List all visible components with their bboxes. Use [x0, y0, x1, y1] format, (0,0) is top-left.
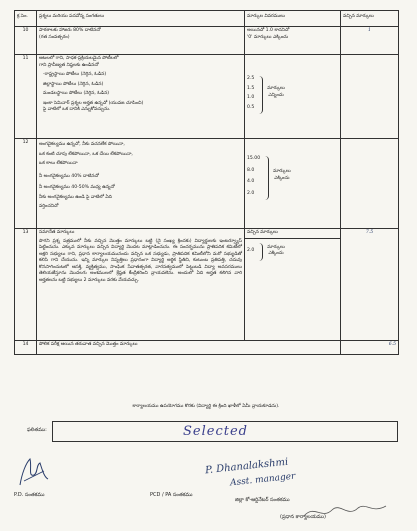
- table-header-row: [15, 11, 399, 27]
- row-number: 12: [15, 139, 37, 229]
- result-label: ఫలితము:: [27, 427, 47, 433]
- marks-group: [247, 156, 338, 200]
- row-obtained: [341, 55, 399, 139]
- marks-label-line: మార్కులు: [267, 86, 285, 91]
- table-row: [15, 341, 399, 355]
- row-line: (గత సంవత్సరం): [39, 34, 70, 40]
- office-use-note: కార్యాలయము ఉపయోగము కొరకు (విద్యార్థి ఈ క్రింది ఖాళీలో ఏమీ వ్రాయకూడదు).: [132, 404, 280, 409]
- marks-values: [247, 156, 260, 197]
- marks-line: అయినచో 1.0 కాదనిచో: [247, 28, 290, 33]
- header-marks-obtained: వచ్చిన మార్కులు: [341, 11, 399, 27]
- pcd-signature-label: PCD / PA సంతకము: [150, 492, 193, 498]
- handwritten-score: 1: [341, 27, 399, 55]
- marks-value: 4.0: [247, 179, 255, 184]
- marks-label: [267, 86, 285, 99]
- marks-value: 0.5: [247, 104, 255, 110]
- table-row: [15, 139, 399, 229]
- marks-value: 2.0: [247, 190, 255, 196]
- marks-values: [247, 248, 254, 255]
- row-heading: సమానేత మార్కులు: [39, 230, 75, 235]
- district-coordinator-label: జిల్లా కో-ఆర్డినేటర్ సంతకము: [235, 497, 290, 503]
- marks-line: '0' మార్కులు ఎక్కించు: [247, 34, 289, 40]
- row-number: 13: [15, 229, 37, 341]
- pd-signature: [14, 455, 54, 489]
- row-number: 11: [15, 55, 37, 139]
- row-description: [37, 229, 245, 341]
- row-line: నీ అంగవైకల్యము 40% దాటినచో: [39, 173, 99, 179]
- row-line: గాని ప్రావీణ్యత నిష్ఠలకు ఉండినచో: [39, 62, 99, 68]
- row-line: ఒక కంటి చూపు లేకపోయినా, ఒక చేయి లేకపోయినా,: [39, 151, 133, 157]
- row-line: జిల్లాస్థాయి పోటీలు (నెగ్గిన, ఓడిన): [43, 81, 104, 87]
- marks-group: [245, 243, 340, 261]
- marks-value: 8.0: [247, 167, 255, 173]
- marks-label: [273, 169, 291, 182]
- row-description: [37, 55, 245, 139]
- pd-signature-label: P.D. సంతకము: [14, 492, 45, 498]
- row-line: నీకు అంగవైకల్యము ఉండి పై వాటిలో ఏది: [39, 194, 112, 200]
- marks-label-line: మార్కులు: [267, 244, 285, 250]
- marks-subheader: వచ్చిన మార్కులు: [245, 229, 340, 239]
- table-row: [15, 229, 399, 341]
- brace: [259, 76, 263, 114]
- row-paragraph: పొగని ప్రశ్న పత్రములో నీకు వచ్చిన మొత్తం మార్కులు బట్టి (నై సంఖ్య క్రిందకు) విద్యార్థులకు ఇంటర్వ్యూస్ పెట్టించును. ఎక్కువ మార్కులు వచ్చిన విద్యార్థి మొదట మాట్లాడించును. ఈ సందర్భమును ప్రాతిపదిక కమిటీలో అక్షరి సభ్యులు గాని, ప్రధాన కార్యాలయమునందు వచ్చిన ఒక సభ్యుడు, ప్రాతిపదిక కమిటీలోని మరో సభ్యుడితో కలిసి గాని చేయును. ఇన్ని మార్కుల నిష్పత్తిలు ప్రధానంగా విద్యార్థి ఆర్థిక స్థితిని, కుటుంబ ప్రతిపత్తి, చదువు కొనసాగించుటలో ఆసక్తి, వ్యక్తిత్వము, సాంఘిక సేవాతత్పరత, వారసత్వములో పెట్టుబడి విద్యా అవసరములు తెలియజేస్తూను మొదలగు అంశములలో శ్రేష్ఠత కేంద్రీకరించి వ్రాయవలెను. అందులో ఏది అర్హత కలిగిన వారి ఆర్హతలను బట్టి సభ్యులు 2 మార్కులు వరకు వేయవచ్చు.: [39, 238, 242, 283]
- row-line: పాఠశాలకు హాజరు 80% దాటినచో: [39, 28, 101, 33]
- row-marks: [245, 229, 341, 341]
- marks-label-line: ఎక్కించు: [274, 175, 290, 181]
- row-line: పై వాటిలో ఒక దానికి ఎన్నుకోవచ్చును.: [43, 107, 111, 112]
- marks-values: [247, 76, 254, 111]
- row-line: పోలిక పరీక్ష ఆయిన తరువాత వచ్చిన మొత్తం మార్కులు: [39, 342, 138, 347]
- row-line: మండలస్థాయి పోటీలు (నెగ్గిన, ఓడిన): [43, 91, 110, 96]
- row-number: 14: [15, 341, 37, 355]
- marks-group: [247, 76, 338, 114]
- row-marks: [245, 55, 341, 139]
- marks-value: 2.5: [247, 76, 255, 81]
- table-row: [15, 27, 399, 55]
- row-number: 10: [15, 27, 37, 55]
- handwritten-total: 6.5: [341, 341, 399, 355]
- marks-value: 1.5: [247, 85, 255, 91]
- row-line: వర్తించనిచో: [39, 204, 59, 209]
- row-obtained: [341, 139, 399, 229]
- header-marks-details: మార్కుల వివరములు: [245, 11, 341, 27]
- marks-label-line: ఎన్నించు: [268, 92, 284, 98]
- brace: [259, 243, 263, 261]
- row-description: [37, 139, 245, 229]
- row-line: ఒక కాలు లేకపోయినా: [39, 161, 78, 166]
- row-line: -రాష్ట్రస్థాయి పోటీలు (నెగ్గిన, ఓడిన): [43, 72, 107, 77]
- row-line: ఆటలలో గాని, సాధక-ప్రక్రియలమైన పోటీలలో: [39, 56, 119, 61]
- marks-value: 2.0: [247, 247, 255, 253]
- handwritten-score: 7.5: [341, 229, 399, 341]
- row-description: [37, 27, 245, 55]
- row-line: అంగవైకల్యము ఉన్నచో, నీకు వచనలేక పోయినా,: [39, 142, 125, 147]
- row-description: [37, 341, 341, 355]
- handwritten-name: P. Dhanalakshmi: [204, 456, 289, 477]
- row-marks: [245, 27, 341, 55]
- header-serial-no: క్ర.సెం.: [15, 11, 37, 27]
- table-row: [15, 55, 399, 139]
- marks-table: [14, 10, 399, 355]
- row-line: ఇంకా సెమినార్ ప్రశ్నల అర్హత ఉన్నచో (యువజ చూపించి): [43, 100, 144, 106]
- marks-value: 1.0: [247, 95, 255, 100]
- row-marks: [245, 139, 341, 229]
- header-description: ప్రశ్నలు మరియు పదవోన్న సంగతులు: [37, 11, 245, 27]
- marks-value: 15.00: [247, 156, 261, 161]
- marks-label-line: ఎక్కించు: [268, 251, 284, 256]
- brace: [265, 156, 269, 200]
- marks-label: [267, 245, 285, 258]
- result-handwritten: Selected: [183, 424, 248, 439]
- handwritten-designation: Asst. manager: [229, 471, 296, 489]
- head-office-label: (ప్రధాన కార్యాలయము): [280, 514, 326, 520]
- marks-label-line: మార్కులు: [273, 169, 291, 174]
- result-box: [52, 421, 398, 442]
- row-line: నీ అంగవైకల్యము 40-50% మధ్య ఉన్నచో: [39, 185, 115, 190]
